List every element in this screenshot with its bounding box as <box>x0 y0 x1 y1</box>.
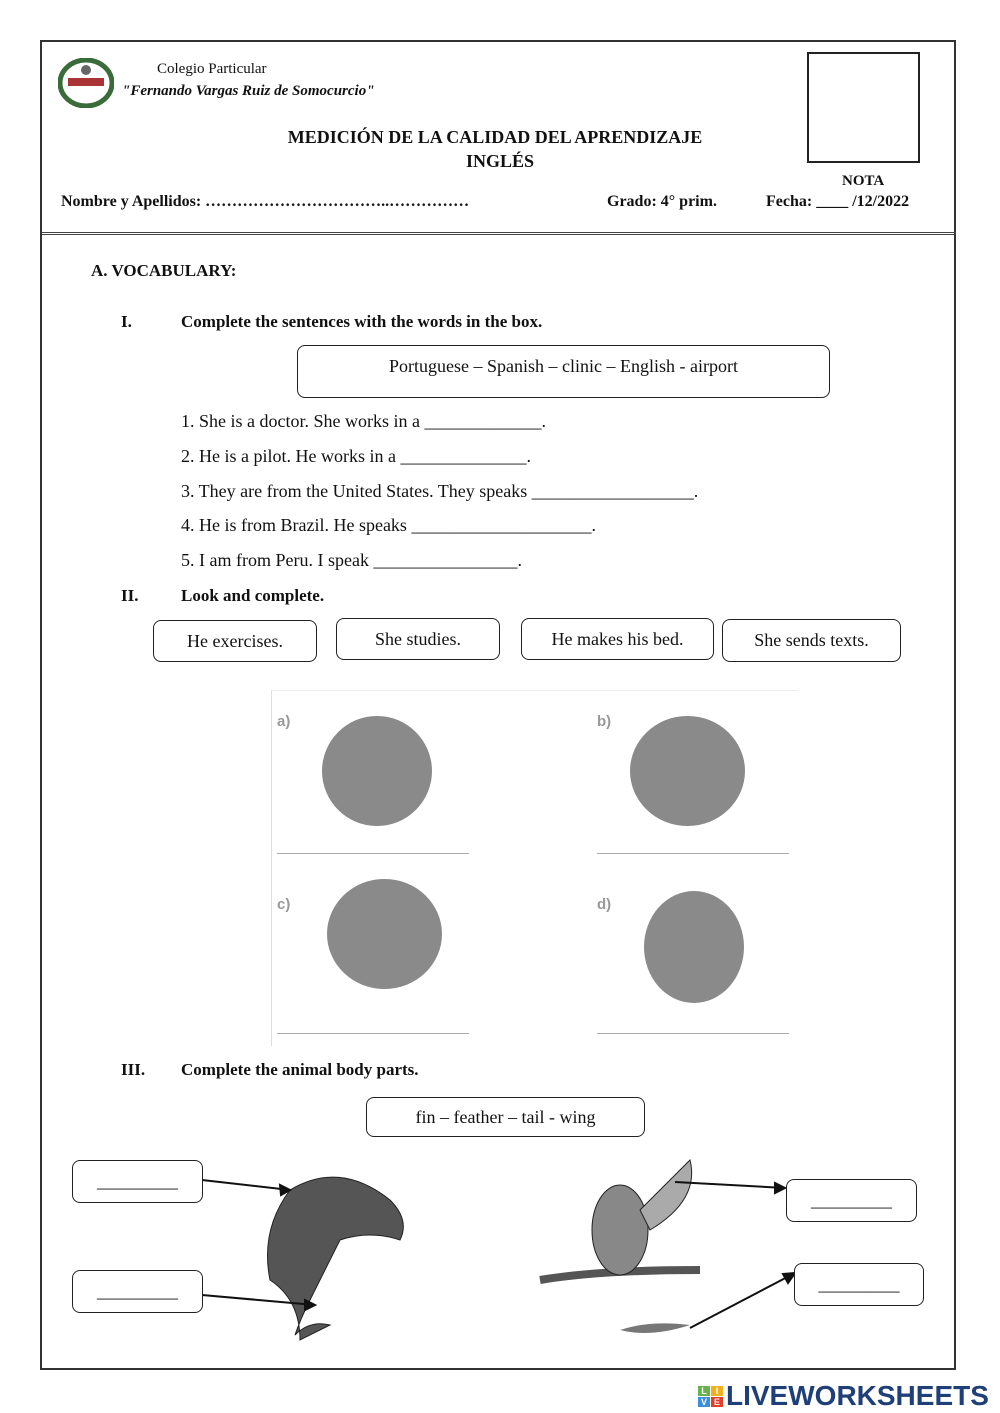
option-he-makes-bed: He makes his bed. <box>521 618 714 660</box>
word-box-1: Portuguese – Spanish – clinic – English - airport <box>297 345 830 398</box>
name-field[interactable]: Nombre y Apellidos: ……………………………..…………… <box>61 193 470 210</box>
school-label: Colegio Particular <box>157 61 267 77</box>
answer-box-bird-wing[interactable]: _________ <box>786 1179 917 1222</box>
sentence-3[interactable]: 3. They are from the United States. They speaks __________________. <box>181 481 699 501</box>
bird-wing <box>640 1160 692 1230</box>
option-she-sends-texts: She sends texts. <box>722 619 901 662</box>
date-field[interactable]: Fecha: ____ /12/2022 <box>766 193 910 210</box>
part3-number: III. <box>121 1060 146 1079</box>
school-name: "Fernando Vargas Ruiz de Somocurcio" <box>122 83 375 99</box>
grade-label: Grado: 4° prim. <box>607 193 717 210</box>
answer-box-dolphin-tail[interactable]: _________ <box>72 1270 203 1313</box>
sentence-4[interactable]: 4. He is from Brazil. He speaks ____________________. <box>181 515 596 535</box>
part2-number: II. <box>121 586 139 605</box>
answer-line-a[interactable] <box>277 853 469 854</box>
picture-c-exercise <box>327 879 442 989</box>
picture-d-texting <box>644 891 744 1003</box>
school-logo <box>58 58 114 108</box>
answer-line-c[interactable] <box>277 1033 469 1034</box>
feather <box>620 1323 690 1333</box>
header-divider <box>42 232 956 235</box>
picture-c-label: c) <box>277 896 291 913</box>
option-she-studies: She studies. <box>336 618 500 660</box>
sentence-1[interactable]: 1. She is a doctor. She works in a _____________. <box>181 411 546 431</box>
badge-v: V <box>698 1397 710 1407</box>
nota-label: NOTA <box>842 173 885 189</box>
bird <box>592 1185 648 1275</box>
badge-i: I <box>711 1386 723 1396</box>
live-badge-icon <box>698 1386 723 1407</box>
answer-line-d[interactable] <box>597 1033 789 1034</box>
brand-text: LIVEWORKSHEETS <box>726 1380 989 1411</box>
answer-box-dolphin-fin[interactable]: _________ <box>72 1160 203 1203</box>
picture-a-bed <box>322 716 432 826</box>
part1-title: Complete the sentences with the words in the box. <box>181 312 543 331</box>
picture-d-label: d) <box>597 896 612 913</box>
word-box-3: fin – feather – tail - wing <box>366 1097 645 1137</box>
picture-a-label: a) <box>277 713 291 730</box>
page-title: MEDICIÓN DE LA CALIDAD DEL APRENDIZAJE <box>287 127 703 147</box>
grade-box[interactable] <box>807 52 920 163</box>
sentence-2[interactable]: 2. He is a pilot. He works in a ______________. <box>181 446 531 466</box>
option-he-exercises: He exercises. <box>153 620 317 662</box>
part2-title: Look and complete. <box>181 586 325 605</box>
answer-box-bird-feather[interactable]: _________ <box>794 1263 924 1306</box>
badge-l: L <box>698 1386 710 1396</box>
section-a-heading: A. VOCABULARY: <box>91 261 237 280</box>
badge-e: E <box>711 1397 723 1407</box>
dolphin <box>268 1177 404 1340</box>
sentence-5[interactable]: 5. I am from Peru. I speak ________________. <box>181 550 522 570</box>
activity-pictures <box>271 690 798 1046</box>
answer-line-b[interactable] <box>597 853 789 854</box>
liveworksheets-logo <box>698 1380 989 1412</box>
subject-title: INGLÉS <box>465 151 535 171</box>
part3-title: Complete the animal body parts. <box>181 1060 419 1079</box>
picture-b-study <box>630 716 745 826</box>
picture-b-label: b) <box>597 713 612 730</box>
part1-number: I. <box>121 312 132 331</box>
